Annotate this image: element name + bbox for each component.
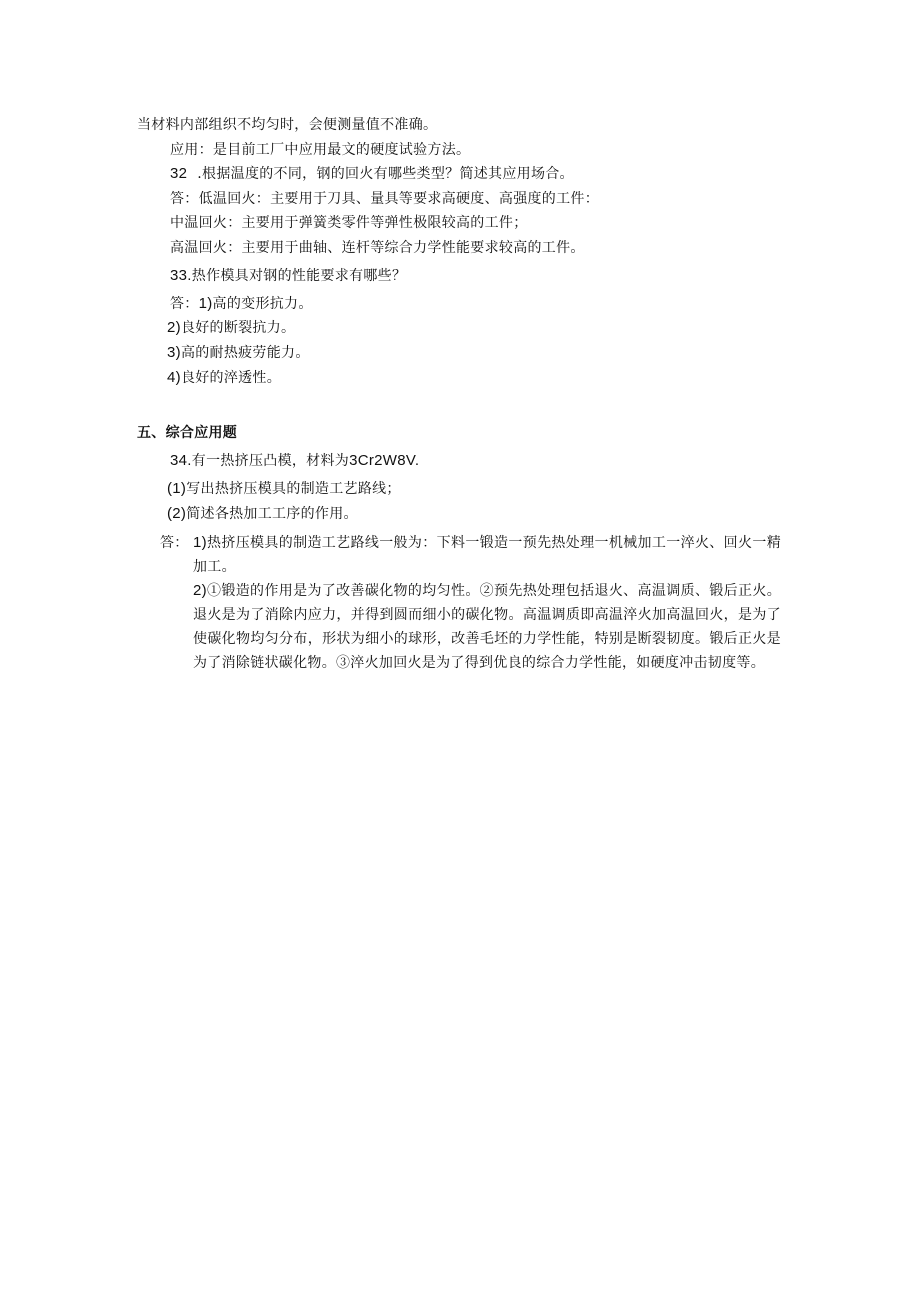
answer-33-item-3-number: 3) (167, 344, 181, 361)
question-33-number: 33. (170, 267, 192, 284)
question-34-part-1-number: (1) (167, 480, 187, 497)
answer-33-item-1 (170, 294, 313, 314)
question-34-part-1 (167, 479, 401, 499)
answer-33-item-2-number: 2) (167, 319, 181, 336)
answer-33-prefix: 答： (170, 296, 199, 312)
answer-33-item-4-text: 良好的淬透性。 (180, 370, 282, 386)
answer-32-high-temp: 高温回火：主要用于曲轴、连杆等综合力学性能要求较高的工件。 (170, 240, 585, 256)
answer-33-item-1-number: 1) (198, 295, 213, 312)
question-34-part-2-text: 简述各热加工工序的作用。 (186, 506, 358, 522)
question-33 (170, 266, 406, 286)
answer-32-low-temp: 答：低温回火：主要用于刀具、量具等要求高硬度、高强度的工件： (170, 191, 599, 207)
answer-33-item-3-text: 高的耐热疲劳能力。 (180, 345, 310, 361)
question-33-text: 热作模具对钢的性能要求有哪些？ (191, 268, 407, 284)
text-line-application: 应用：是目前工厂中应用最文的硬度试验方法。 (170, 142, 471, 158)
question-34-material: 3Cr2W8V. (349, 452, 420, 469)
answer-33-item-2 (167, 318, 295, 338)
answer-33-item-4 (167, 368, 281, 388)
answer-34-part-2-text: ①锻造的作用是为了改善碳化物的均匀性。②预先热处理包括退火、高温调质、锻后正火。退火是为了消除内应力，并得到圆而细小的碳化物。高温调质即高温淬火加高温回火，是为了使碳化物均匀分布，形状为细小的球形，改善毛坯的力学性能，特别是断裂韧度。锻后正火是为了消除链状碳化物。③淬火加回火是为了得到优良的综合力学性能，如硬度冲击韧度等。 (193, 583, 781, 671)
question-32-number: 32 (170, 165, 188, 182)
answer-33-item-3 (167, 343, 310, 363)
question-34-number: 34. (170, 452, 192, 469)
answer-34-part-1-number: 1) (193, 534, 207, 551)
text-line-hardness-uneven: 当材料内部组织不均匀时，会便测量值不准确。 (137, 117, 438, 133)
question-34 (170, 451, 419, 471)
answer-34-part-2 (193, 579, 781, 675)
answer-34-part-1-text: 热挤压模具的制造工艺路线一般为：下料一锻造一预先热处理一机械加工一淬火、回火一精加工。 (193, 535, 781, 575)
answer-34-part-1 (193, 531, 781, 579)
section-heading-5: 五、综合应用题 (137, 425, 238, 441)
answer-34-part-2-number: 2) (193, 582, 207, 599)
question-34-text: 有一热挤压凸模，材料为 (191, 453, 350, 469)
answer-33-item-2-text: 良好的断裂抗力。 (180, 320, 296, 336)
answer-33-item-4-number: 4) (167, 369, 181, 386)
question-34-part-2-number: (2) (167, 505, 187, 522)
question-32-text: .根据温度的不同，钢的回火有哪些类型？简述其应用场合。 (197, 166, 574, 182)
answer-34-prefix: 答： (160, 535, 189, 551)
answer-33-item-1-text: 高的变形抗力。 (212, 296, 313, 312)
question-34-part-2 (167, 504, 358, 524)
question-32 (170, 164, 574, 184)
answer-32-mid-temp: 中温回火：主要用于弹簧类零件等弹性极限较高的工件； (170, 215, 528, 231)
question-34-part-1-text: 写出热挤压模具的制造工艺路线； (186, 481, 401, 497)
